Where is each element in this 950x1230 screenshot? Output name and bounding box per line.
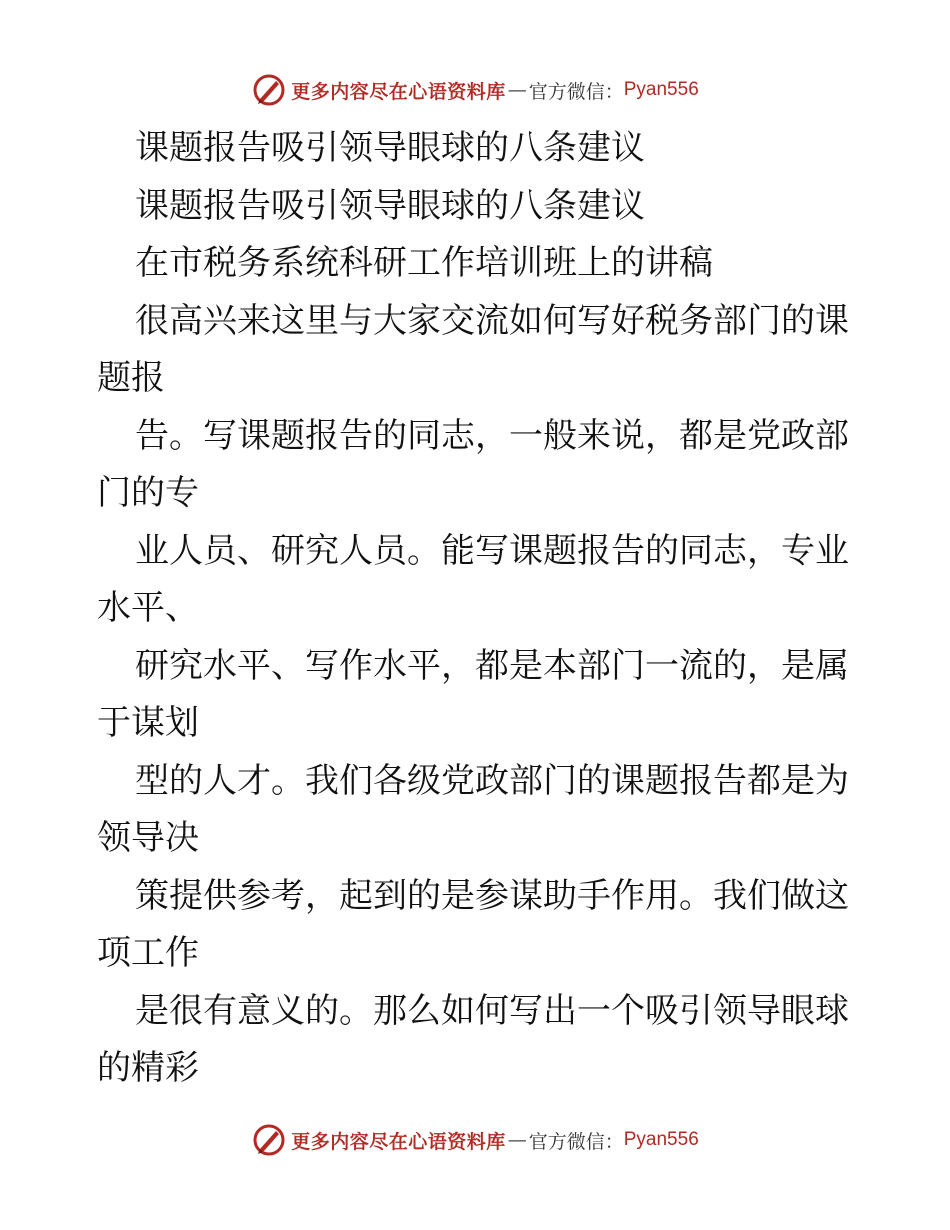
paragraph-line: 题报	[97, 358, 165, 398]
paragraph-line: 的精彩	[97, 1048, 199, 1088]
paragraph-line: 策提供参考，起到的是参谋助手作用。我们做这	[135, 875, 849, 916]
banner-title: 更多内容尽在心语资料库	[291, 80, 506, 103]
title-line: 课题报告吸引领导眼球的八条建议	[135, 185, 645, 226]
banner-title: 更多内容尽在心语资料库	[291, 1130, 506, 1153]
pen-logo-icon	[251, 1122, 287, 1158]
paragraph-line: 领导决	[97, 818, 199, 858]
pen-logo-icon	[251, 72, 287, 108]
banner-dash: —	[507, 1129, 527, 1151]
banner-wechat-id: Pyan556	[623, 79, 699, 100]
title-line: 课题报告吸引领导眼球的八条建议	[135, 128, 645, 168]
header-banner	[0, 70, 950, 110]
paragraph-line: 很高兴来这里与大家交流如何写好税务部门的课	[135, 300, 849, 341]
paragraph-line: 业人员、研究人员。能写课题报告的同志，专业	[135, 530, 849, 571]
paragraph-line: 门的专	[97, 473, 199, 513]
subtitle-line: 在市税务系统科研工作培训班上的讲稿	[135, 243, 713, 283]
paragraph-line: 水平、	[97, 588, 199, 628]
footer-banner	[0, 1120, 950, 1160]
banner-wechat-label: 官方微信：	[528, 80, 624, 103]
paragraph-line: 项工作	[97, 933, 199, 973]
paragraph-line: 于谋划	[97, 703, 199, 743]
document-body	[97, 120, 877, 1098]
banner-dash: —	[507, 79, 527, 101]
banner-wechat-id: Pyan556	[623, 1129, 699, 1150]
paragraph-line: 研究水平、写作水平，都是本部门一流的，是属	[135, 645, 849, 686]
paragraph-line: 型的人才。我们各级党政部门的课题报告都是为	[135, 760, 849, 801]
paragraph-line: 告。写课题报告的同志，一般来说，都是党政部	[135, 415, 849, 456]
paragraph-line: 是很有意义的。那么如何写出一个吸引领导眼球	[135, 990, 849, 1031]
banner-wechat-label: 官方微信：	[528, 1130, 624, 1153]
